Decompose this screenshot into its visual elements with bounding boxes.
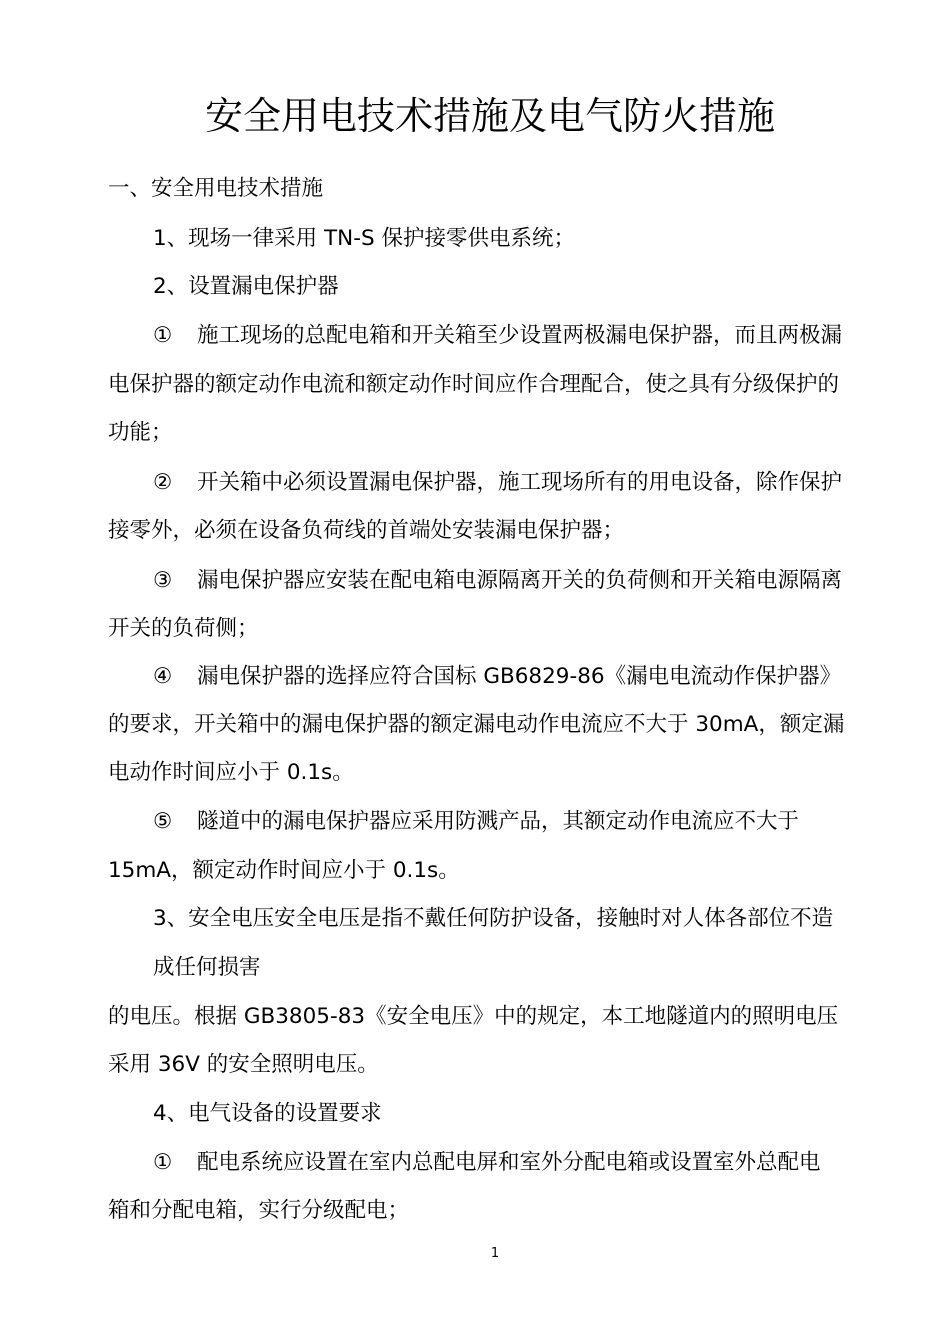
- item-3-line-2: 成任何损害: [153, 955, 261, 980]
- sub-item-1-line-3: 功能；: [108, 420, 173, 445]
- circled-number: ②: [153, 470, 173, 495]
- sub-item-1-line-2: 电保护器的额定动作电流和额定动作时间应作合理配合，使之具有分级保护的: [108, 372, 840, 397]
- circled-number: ⑤: [153, 809, 173, 834]
- item-3-line-4: 采用 36V 的安全照明电压。: [108, 1052, 379, 1077]
- circled-number: ①: [153, 1150, 173, 1175]
- sub-item-6-line-2: 箱和分配电箱，实行分级配电；: [108, 1198, 410, 1223]
- page-number: 1: [490, 1246, 500, 1261]
- item-3-line-1: 3、安全电压安全电压是指不戴任何防护设备，接触时对人体各部位不造: [153, 906, 834, 931]
- sub-item-3-line-2: 开关的负荷侧；: [108, 616, 259, 641]
- item-3-line-3: 的电压。根据 GB3805-83《安全电压》中的规定，本工地隧道内的照明电压: [108, 1004, 839, 1029]
- sub-item-4-line-1: ④ 漏电保护器的选择应符合国标 GB6829-86《漏电电流动作保护器》: [153, 662, 841, 692]
- section-heading: 一、安全用电技术措施: [108, 176, 324, 201]
- sub-item-1-line-1: ① 施工现场的总配电箱和开关箱至少设置两极漏电保护器，而且两极漏: [153, 321, 842, 351]
- sub-item-6-line-1: ① 配电系统应设置在室内总配电屏和室外分配电箱或设置室外总配电: [153, 1148, 821, 1178]
- sub-item-5-line-2: 15mA，额定动作时间应小于 0.1s。: [108, 858, 460, 883]
- circled-number: ③: [153, 568, 173, 593]
- paragraph-item-2: 2、设置漏电保护器: [153, 274, 339, 299]
- sub-item-2-line-2: 接零外，必须在设备负荷线的首端处安装漏电保护器；: [108, 518, 625, 543]
- sub-item-3-line-1: ③ 漏电保护器应安装在配电箱电源隔离开关的负荷侧和开关箱电源隔离: [153, 566, 842, 596]
- sub-item-5-line-1: ⑤ 隧道中的漏电保护器应采用防溅产品，其额定动作电流应不大于: [153, 807, 799, 837]
- circled-number: ①: [153, 323, 173, 348]
- paragraph-item-1: 1、现场一律采用 TN-S 保护接零供电系统；: [153, 226, 575, 251]
- paragraph-item-4: 4、电气设备的设置要求: [153, 1101, 382, 1126]
- sub-item-4-line-3: 电动作时间应小于 0.1s。: [108, 760, 354, 785]
- sub-item-4-line-2: 的要求，开关箱中的漏电保护器的额定漏电动作电流应不大于 30mA，额定漏: [108, 712, 845, 737]
- page-title: 安全用电技术措施及电气防火措施: [204, 94, 775, 138]
- sub-item-2-line-1: ② 开关箱中必须设置漏电保护器，施工现场所有的用电设备，除作保护: [153, 468, 842, 498]
- circled-number: ④: [153, 664, 173, 689]
